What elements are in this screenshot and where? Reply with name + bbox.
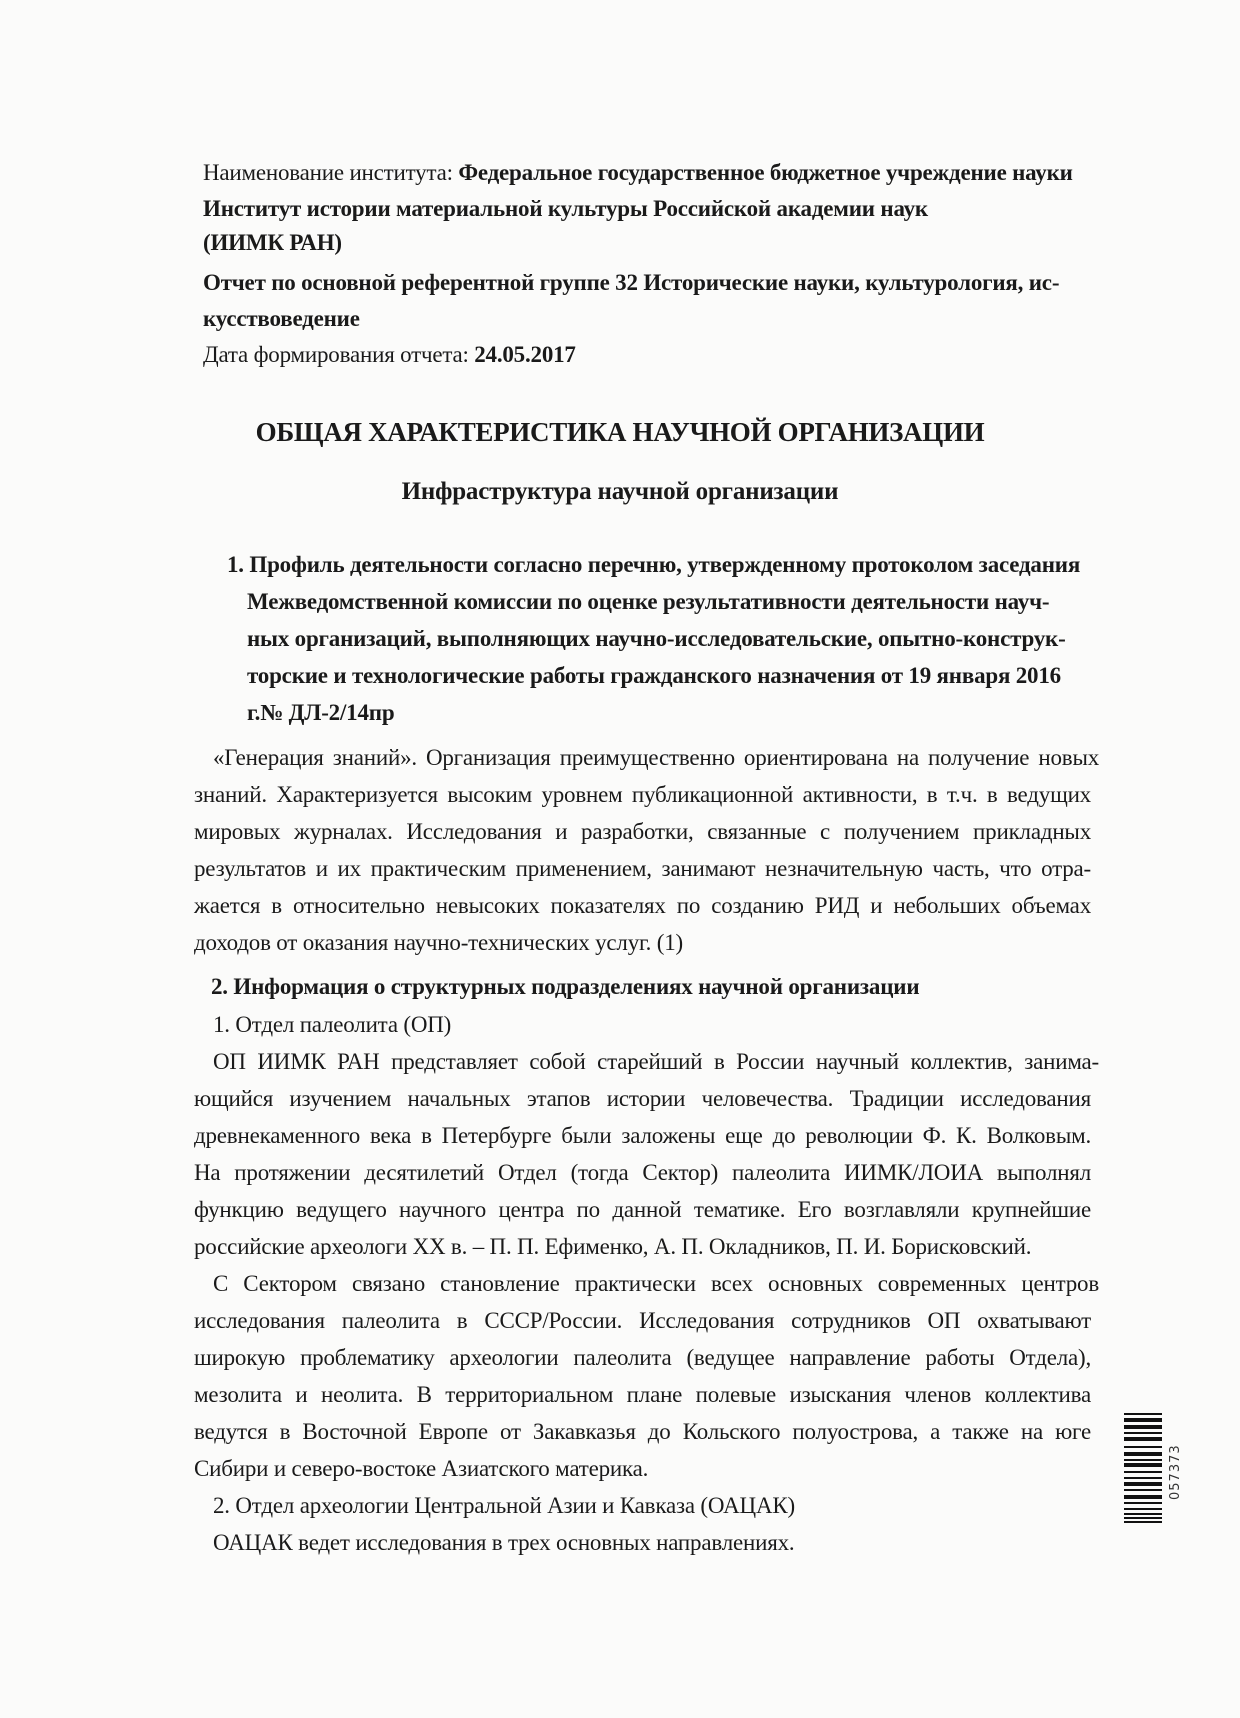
institute-abbreviation: (ИИМК РАН) xyxy=(203,230,342,255)
section1-heading-line: 1. Профиль деятельности согласно перечню, утвержденному протоколом заседания xyxy=(227,552,1081,577)
department1-text-line: функцию ведущего научного центра по данной тематике. Его возглавляли крупнейшие xyxy=(194,1197,1091,1222)
section1-heading-line: г.№ ДЛ-2/14пр xyxy=(247,700,395,725)
section1-body-line: мировых журналах. Исследования и разработки, связанные с получением прикладных xyxy=(194,819,1091,844)
department1-text-line: широкую проблематику археологии палеолита (ведущее направление работы Отдела), xyxy=(194,1345,1091,1370)
department1-text-line: Сибири и северо-востоке Азиатского материка. xyxy=(194,1456,649,1481)
barcode-number: 057373 xyxy=(1168,1444,1183,1500)
section1-heading-line: торские и технологические работы гражданского назначения от 19 января 2016 xyxy=(247,663,1061,688)
section2-heading: 2. Информация о структурных подразделениях научной организации xyxy=(211,974,920,999)
report-group-line-1: Отчет по основной референтной группе 32 Исторические науки, культурология, ис- xyxy=(203,270,1060,295)
department1-text-line: древнекаменного века в Петербурге были заложены еще до революции Ф. К. Волковым. xyxy=(194,1123,1091,1148)
section1-body-line: «Генерация знаний». Организация преимущественно ориентирована на получение новых xyxy=(213,745,1099,770)
section1-body-line: доходов от оказания научно-технических услуг. (1) xyxy=(194,930,683,955)
section1-heading-line: Межведомственной комиссии по оценке результативности деятельности науч- xyxy=(247,589,1050,614)
department1-title: 1. Отдел палеолита (ОП) xyxy=(213,1012,452,1037)
department1-text-line: ОП ИИМК РАН представляет собой старейший в России научный коллектив, занима- xyxy=(213,1049,1099,1074)
barcode-icon xyxy=(1124,1413,1162,1526)
department1-text-line: исследования палеолита в СССР/России. Исследования сотрудников ОП охватывают xyxy=(194,1308,1091,1333)
section1-body-line: жается в относительно невысоких показателях по созданию РИД и небольших объемах xyxy=(194,893,1091,918)
report-date-value: 24.05.2017 xyxy=(474,342,576,367)
department2-title: 2. Отдел археологии Центральной Азии и Кавказа (ОАЦАК) xyxy=(213,1493,795,1518)
institute-name-line-2: Институт истории материальной культуры Российской академии наук xyxy=(203,196,928,221)
department1-text-line: ющийся изучением начальных этапов истории человечества. Традиции исследования xyxy=(194,1086,1091,1111)
section1-body-line: знаний. Характеризуется высоким уровнем публикационной активности, в т.ч. в ведущих xyxy=(194,782,1091,807)
department1-text-line: российские археологи XX в. – П. П. Ефименко, А. П. Окладников, П. И. Борисковский. xyxy=(194,1234,1032,1259)
department1-text-line: С Сектором связано становление практически всех основных современных центров xyxy=(213,1271,1099,1296)
institute-name: Федеральное государственное бюджетное учреждение науки xyxy=(458,160,1073,185)
report-date-line xyxy=(203,342,576,368)
section1-body-line: результатов и их практическим применением, занимают незначительную часть, что отра- xyxy=(194,856,1091,881)
department1-text-line: ведутся в Восточной Европе от Закавказья до Кольского полуострова, а также на юге xyxy=(194,1419,1091,1444)
report-group-line-2: кусствоведение xyxy=(203,306,360,331)
section1-heading-line: ных организаций, выполняющих научно-исследовательские, опытно-конструк- xyxy=(247,626,1066,651)
department2-text: ОАЦАК ведет исследования в трех основных направлениях. xyxy=(213,1530,795,1555)
institute-label: Наименование института: xyxy=(203,160,459,185)
department1-text-line: На протяжении десятилетий Отдел (тогда Сектор) палеолита ИИМК/ЛОИА выполнял xyxy=(194,1160,1091,1185)
department1-text-line: мезолита и неолита. В территориальном плане полевые изыскания членов коллектива xyxy=(194,1382,1091,1407)
page-title: ОБЩАЯ ХАРАКТЕРИСТИКА НАУЧНОЙ ОРГАНИЗАЦИИ xyxy=(255,417,985,447)
page-subtitle: Инфраструктура научной организации xyxy=(401,478,839,505)
report-date-label: Дата формирования отчета: xyxy=(203,342,475,367)
institute-line xyxy=(203,160,1073,186)
